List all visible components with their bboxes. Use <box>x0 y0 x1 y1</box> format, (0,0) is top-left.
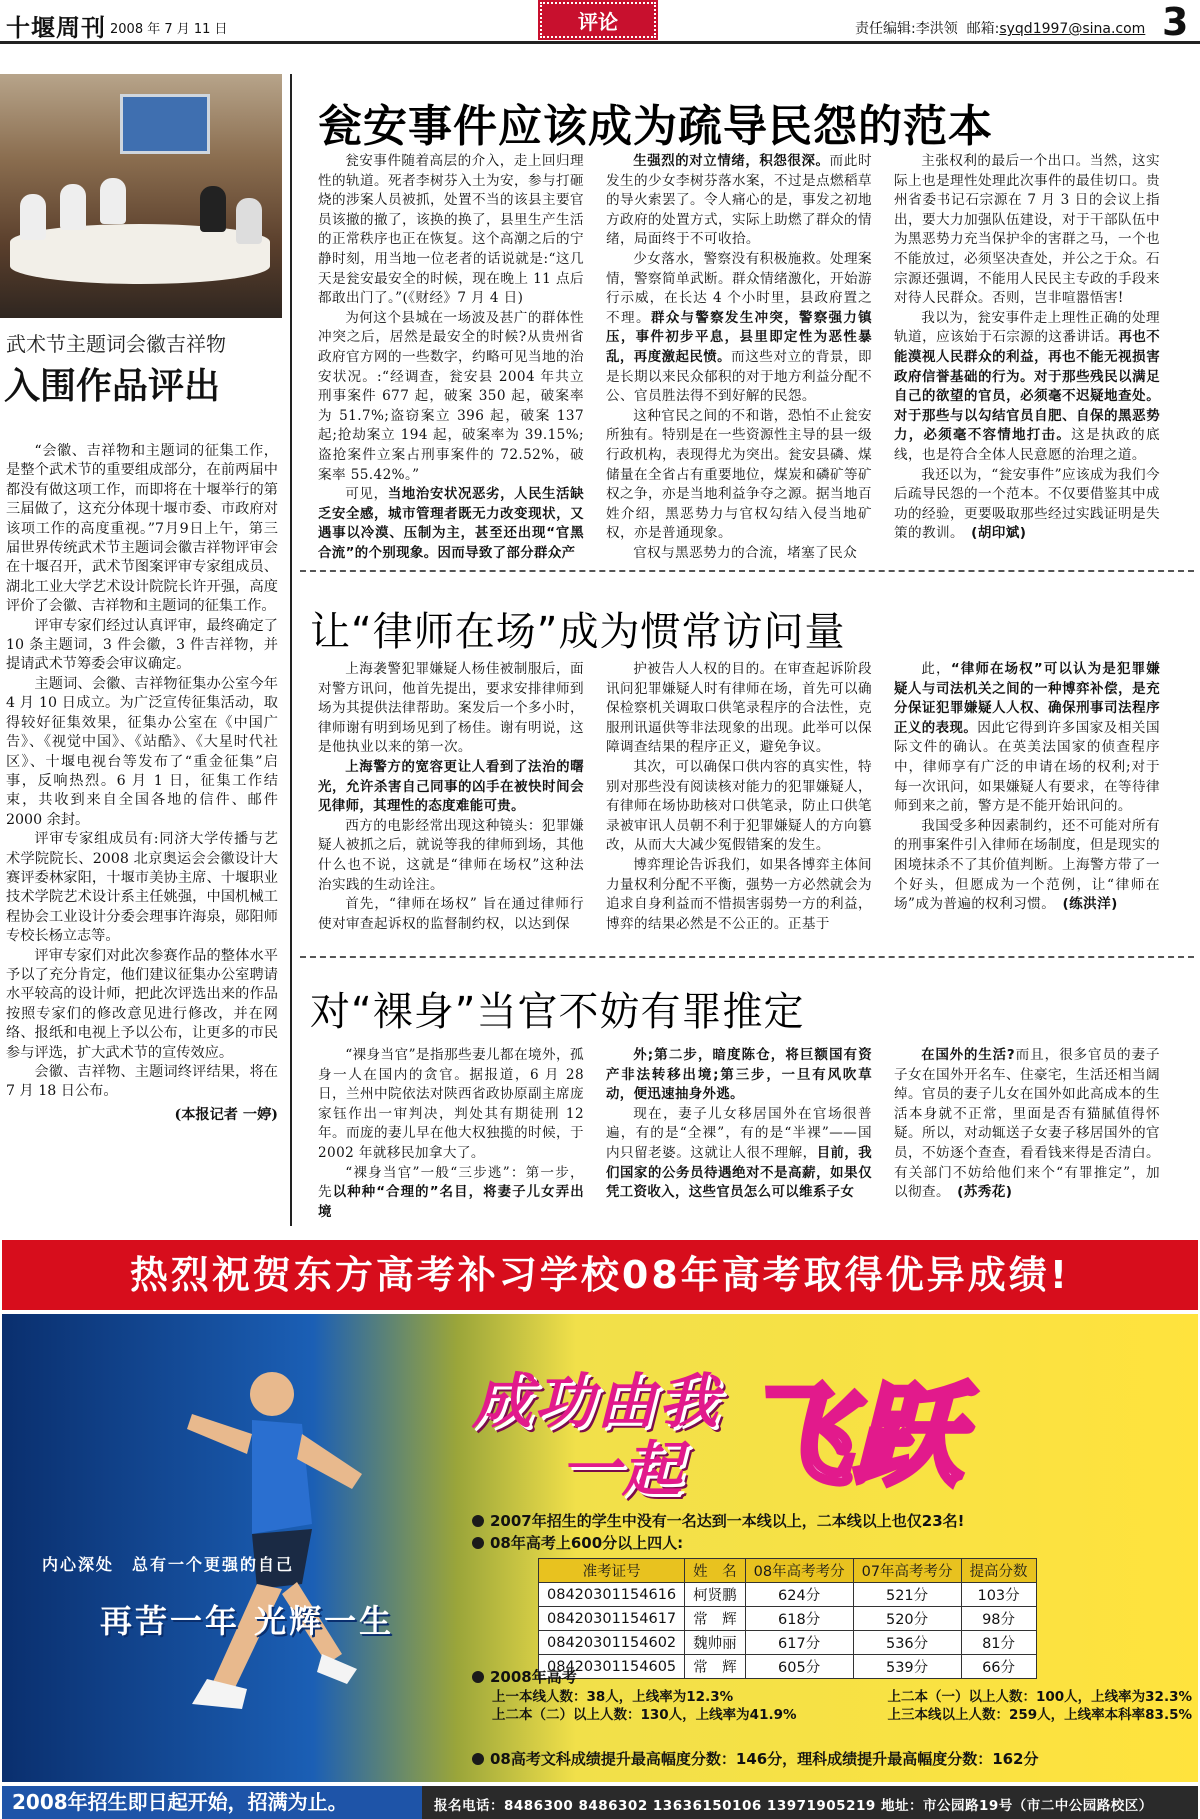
paragraph <box>318 1046 584 1164</box>
paragraph <box>894 817 1160 915</box>
paragraph-text: “裸身当官”是指那些妻儿都在境外，孤身一人在国内的贪官。据报道，6 月 28 日，兰州中院依法对陕西省政协原副主席庞家钰作出一审判决，判处其有期徒刑 12 年。而庞的妻儿早在他大权独揽的时候，于 2002 年就移民加拿大了。 <box>318 1047 584 1161</box>
ad-headline-line2: 一起 <box>560 1435 684 1505</box>
paragraph-text: 我还以为，“瓮安事件”应该成为我们今后疏导民怨的一个范本。不仅要借鉴其中成功的经验，更要吸取那些经过实践证明是失策的教训。 <box>894 466 1160 542</box>
scores-table <box>538 1558 1037 1679</box>
column-header: 07年高考考分 <box>853 1559 961 1583</box>
section-tag: 评论 <box>540 2 656 38</box>
paragraph-text: 护被告人人权的目的。在审查起诉阶段讯问犯罪嫌疑人时有律师在场，首先可以确保检察机关调取口供笔录程序的合法性，克服刑讯逼供等非法现象的出现。此举可以保障调查结果的程序正义，避免争议。 <box>606 661 872 756</box>
paragraph <box>318 817 584 895</box>
byline: (本报记者 一婷) <box>174 1106 278 1123</box>
paragraph-text: 此， <box>921 661 951 677</box>
stat-text: 上二本（二）以上人数：130人，上线率为41.9% <box>492 1707 797 1723</box>
paragraph <box>318 309 584 485</box>
left-headline: 入围作品评出 <box>4 366 221 407</box>
meeting-photo <box>0 74 282 318</box>
paragraph-text: “裸身当官”一般“三步逃”：第一步，先 <box>318 1164 584 1201</box>
paragraph-text: 这是执政的底线，也是符合全体人民意愿的治理之道。 <box>894 427 1160 463</box>
table-row <box>539 1607 1037 1631</box>
attendee-figure <box>200 186 226 232</box>
paragraph <box>606 544 872 564</box>
table-cell: 08420301154617 <box>539 1607 685 1631</box>
bullet-icon <box>472 1671 484 1683</box>
paragraph-text: 瓮安事件随着高层的介入，走上回归理性的轨道。死者李树芬入土为安，参与打砸烧的涉案人员被抓，处置不当的该县主要官员该撤的撤了，该换的换了，县里生产生活的正常秩序也正在恢复。这个高潮之后的宁静时刻，用当地一位老者的话说就是:“这几天是瓮安最安全的时候，现在晚上 11 点后都敢出门了。”(《财经》7 月 4 日) <box>318 153 584 307</box>
paragraph-text: 我以为，瓮安事件走上理性正确的处理轨道，应该始于石宗源的这番讲话。 <box>894 309 1160 346</box>
ad-bottom-text: 08高考文科成绩提升最高幅度分数：146分，理科成绩提升最高幅度分数：162分 <box>490 1750 1039 1768</box>
emphasis-text: 当地治安状况恶劣，人民生活缺乏安全感，城市管理者既无力改变现状，又遇事以冷漠、压制为主，甚至还出现“官黑合流”的个别现象。因而导致了部分群众产 <box>318 487 584 561</box>
byline: (胡印斌) <box>957 525 1027 542</box>
enroll-notice: 2008年招生即日起开始，招满为止。 <box>2 1786 422 1819</box>
ad-headline-line1: 成功由我 <box>472 1367 720 1437</box>
table-row <box>539 1655 1037 1679</box>
paragraph <box>318 1164 584 1223</box>
paper-name: 十堰周刊 <box>6 14 106 42</box>
article3-title: 对“裸身”当官不妨有罪推定 <box>310 989 805 1035</box>
bullet-icon <box>472 1753 484 1765</box>
paragraph <box>606 758 872 856</box>
paragraph-text: 而此时发生的少女李树芬落水案，不过是点燃稻草的导火索罢了。令人痛心的是，事发之初地方政府的处置方式，实际上助燃了群众的情绪，局面终于不可收拾。 <box>606 153 872 248</box>
paragraph <box>318 485 584 563</box>
ad-bottom-line <box>472 1748 1039 1769</box>
article3-body <box>318 1046 1161 1220</box>
attendee-figure <box>60 184 86 230</box>
fact-text: 08年高考上600分以上四人: <box>490 1534 684 1552</box>
paragraph <box>894 660 1160 817</box>
table-cell: 98分 <box>961 1607 1036 1631</box>
left-article-body <box>6 442 278 1125</box>
paragraph-text: 外;第二步，暗度陈仓，将巨额国有资产非法转移出境;第三步，一旦有风吹草动，便迅速抽身外逃。 <box>606 1048 872 1103</box>
table-cell: 柯贤鹏 <box>685 1583 746 1607</box>
fact-line <box>472 1532 964 1554</box>
article-column <box>894 152 1160 556</box>
left-kicker: 武术节主题词会徽吉祥物 <box>6 332 226 356</box>
paragraph <box>606 856 872 934</box>
table-cell: 624分 <box>745 1583 853 1607</box>
swoosh-logo <box>722 1344 1102 1524</box>
ad-footer-strip <box>2 1786 1198 1819</box>
table-cell: 常 辉 <box>685 1607 746 1631</box>
stat-text: 上一本线人数：38人，上线率为12.3% <box>492 1689 734 1705</box>
paragraph-text: 少女落水，警察没有积极施救。处理案情，警察简单武断。群众情绪激化，开始游行示威，在长达 4 个小时里，县政府置之不理。 <box>606 250 872 326</box>
paragraph-text: 上海袭警犯罪嫌疑人杨佳被制服后，面对警方讯问，他首先提出，要求安排律师到场为其提供法律帮助。案发后一个多小时，律师谢有明到场见到了杨佳。谢有明说，这是他执业以来的第一次。 <box>318 661 584 756</box>
school-advertisement <box>2 1314 1198 1782</box>
column-divider <box>290 74 292 1226</box>
column-header: 姓 名 <box>685 1559 746 1583</box>
column-header: 准考证号 <box>539 1559 685 1583</box>
paragraph <box>606 407 872 544</box>
table-cell: 81分 <box>961 1631 1036 1655</box>
left-column <box>0 74 282 1224</box>
emphasis-text: 目前，我们国家的公务员待遇绝对不是高薪，如果仅凭工资收入，这些官员怎么可以维系子女 <box>606 1145 873 1201</box>
paragraph: 会徽、吉祥物、主题词终评结果，将在 7 月 18 日公布。 <box>6 1064 278 1100</box>
emphasis-text: 以种种“合理的”名目，将妻子儿女弄出境 <box>318 1185 584 1220</box>
bullet-icon <box>472 1515 484 1527</box>
paragraph: “会徽、吉祥物和主题词的征集工作，是整个武术节的重要组成部分，在前两届中都没有做这项工作，而即将在十堰举行的第三届做了，这充分体现十堰市委、市政府对该项工作的高度重视。”7月9日上午，第三届世界传统武术节主题词会徽吉祥物评审会在十堰召开，武术节图案评审专家组成员、湖北工业大学艺术设计院院长许开强，高度评价了会徽、吉祥物和主题词的征集工作。 <box>6 443 278 615</box>
table-cell: 08420301154602 <box>539 1631 685 1655</box>
fact-text: 2007年招生的学生中没有一名达到一本线以上，二本线以上也仅23名! <box>490 1512 965 1530</box>
editor-name: 责任编辑:李洪领 <box>855 21 958 37</box>
paragraph-text: 而且，很多官员的妻子子女在国外开名车、住豪宅，生活还相当阔绰。官员的妻子儿女在国外如此高成本的生活本身就不正常，里面是否有猫腻值得怀疑。所以，对动辄送子女妻子移居国外的官员，不妨逐个查查，看看钱来得是否清白。有关部门不妨给他们来个“有罪推定”，加以彻查。 <box>894 1047 1161 1201</box>
paragraph <box>606 152 872 250</box>
article-column <box>894 1046 1160 1214</box>
article1-body <box>318 152 1160 561</box>
bullet-icon <box>472 1537 484 1549</box>
editor-email-link[interactable]: syqd1997@sina.com <box>999 21 1146 37</box>
paragraph <box>318 152 584 309</box>
paragraph <box>894 309 1160 466</box>
fact-line <box>472 1510 964 1532</box>
table-cell: 66分 <box>961 1655 1036 1679</box>
table-cell: 08420301154616 <box>539 1583 685 1607</box>
paragraph <box>318 660 584 758</box>
article-column <box>318 660 584 938</box>
stats-row <box>492 1688 1192 1706</box>
stat-text: 上二本（一）以上人数：100人，上线率为32.3% <box>887 1689 1192 1705</box>
article2-title: 让“律师在场”成为惯常访问量 <box>310 609 846 655</box>
table-header-row <box>539 1559 1037 1583</box>
paragraph: 评审专家们经过认真评审，最终确定了 10 条主题词，3 件会徽，3 件吉祥物，并提请武术节筹委会审议确定。 <box>6 617 278 673</box>
paragraph <box>606 250 872 407</box>
paragraph-text: 官权与黑恶势力的合流，堵塞了民众 <box>633 544 858 561</box>
table-cell: 魏帅丽 <box>685 1631 746 1655</box>
paragraph-text: 为何这个县城在一场波及甚广的群体性冲突之后，居然是最安全的时候?从贵州省政府官方网的一些数字，约略可见当地的治安状况。:“经调查，瓮安县 2004 年共立刑事案件 677 起，破案 350 起，破案率为 51.7%;盗窃案立 396 起，破案 137 起;抢劫案立 194 起，破案率为 39.15%;盗抢案件立案占刑事案件的 72.52%，破案率 55.42%。” <box>318 309 584 483</box>
ad-2008-label: 2008年高考 <box>490 1668 577 1686</box>
article-column <box>606 152 873 561</box>
table-row <box>539 1583 1037 1607</box>
table-cell: 08420301154605 <box>539 1655 685 1679</box>
paragraph-text: 现在，妻子儿女移居国外在官场很普遍，有的是“全裸”，有的是“半裸”——国内只留老婆。这就让人很不理解， <box>606 1105 872 1161</box>
paragraph <box>318 758 584 817</box>
paragraph-text: 上海警方的宽容更让人看到了法治的曙光，允许杀害自己同事的凶手在被快时间会见律师，其理性的态度难能可贵。 <box>318 759 584 815</box>
stat-text: 上三本线以上人数：259人，上线率本科率83.5% <box>887 1707 1192 1723</box>
table-cell: 539分 <box>853 1655 961 1679</box>
table-row <box>539 1631 1037 1655</box>
table-cell: 618分 <box>745 1607 853 1631</box>
ad-facts <box>472 1510 964 1554</box>
paragraph <box>894 152 1160 309</box>
paragraph-text: 可见， <box>345 486 388 503</box>
attendee-figure <box>100 178 126 224</box>
ad-slogan-big: 再苦一年 光辉一生 <box>100 1602 395 1640</box>
byline: (苏秀花) <box>943 1184 1013 1201</box>
paragraph <box>894 1046 1160 1203</box>
paragraph-text: 我国受多种因素制约，还不可能对所有的刑事案件引入律师在场制度，但是现实的困境抹杀不了其价值判断。上海警方带了一个好头，但愿成为一个范例，让“律师在场”成为普遍的权利习惯。 <box>894 817 1160 913</box>
section-divider <box>300 956 1194 958</box>
article-column <box>894 660 1160 938</box>
emphasis-text: 群众与警察发生冲突，警察强力镇压，事件初步平息，县里即定性为恶性暴乱，再度激起民愤。 <box>606 310 873 365</box>
column-header: 提高分数 <box>961 1559 1036 1583</box>
article1-title: 瓮安事件应该成为疏导民怨的范本 <box>318 101 993 152</box>
paragraph <box>894 466 1160 544</box>
emphasis-text: “律师在场权”可以认为是犯罪嫌疑人与司法机关之间的一种博弈补偿，是充分保证犯罪嫌疑人人权、确保刑事司法程序正义的表现。 <box>894 662 1160 736</box>
editor-info <box>855 18 1145 38</box>
paragraph-text: 在国外的生活? <box>921 1048 1016 1063</box>
paragraph: 主题词、会徽、吉祥物征集办公室今年 4 月 10 日成立。为广泛宣传征集活动，取得较好征集效果，征集办公室在《中国广告》、《视觉中国》、《站酷》、《大星时代社区》、十堰电视台等发布了“重金征集”启事，反响热烈。6 月 1 日，征集工作结束，共收到来自全国各地的信件、邮件 2000 余封。 <box>6 675 278 828</box>
stats-row <box>492 1706 1192 1724</box>
byline: (练洪洋) <box>1048 896 1118 913</box>
page-number: 3 <box>1162 0 1189 44</box>
paragraph-text: 其次，可以确保口供内容的真实性，特别对那些没有阅读核对能力的犯罪嫌疑人，有律师在场协助核对口供笔录，防止口供笔录被审讯人员朝不利于犯罪嫌疑人的方向篡改，从而大大减少冤假错案的发生。 <box>606 758 872 854</box>
paragraph-text: 而这些对立的背景，即是长期以来民众郁积的对于地方利益分配不公、官员胜法得不到好解的民怨。 <box>606 348 872 405</box>
issue-date: 2008 年 7 月 11 日 <box>110 22 228 37</box>
table-cell: 常 辉 <box>685 1655 746 1679</box>
conference-table <box>10 224 270 284</box>
column-header: 08年高考考分 <box>745 1559 853 1583</box>
section-divider <box>300 570 1194 572</box>
masthead <box>0 0 1200 44</box>
paragraph-text: 主张权利的最后一个出口。当然，这实际上也是理性处理此次事件的最佳切口。贵州省委书记石宗源在 7 月 3 日的会议上指出，要大力加强队伍建设，对于干部队伍中为黑恶势力充当保护伞的害群之马，一个也不能放过，必须坚决查处，并公之于众。石宗源还强调，不能用人民民主专政的手段来对待人民群众。否则，岂非喧嚣悟害! <box>894 153 1160 307</box>
paragraph-text: 博弈理论告诉我们，如果各博弈主体间力量权利分配不平衡，强势一方必然就会为追求自身利益而不惜损害弱势一方的利益，博弈的结果必然是不公正的。正基于 <box>606 856 872 932</box>
attendee-figure <box>20 194 46 240</box>
paragraph-text: 生强烈的对立情绪，积怨很深。 <box>633 154 830 169</box>
ad-stats <box>492 1688 1192 1724</box>
article-column <box>606 1046 872 1214</box>
ad-slogan-small: 内心深处 总有一个更强的自己 <box>42 1555 295 1574</box>
paragraph <box>606 660 872 758</box>
paragraph-text: 因此它得到许多国家及相关国际文件的确认。在英美法国家的侦查程序中，律师享有广泛的申请在场的权利;对于每一次讯问，如果嫌疑人有要求，在等待律师到来之前，警方是不能开始讯问的。 <box>894 719 1160 815</box>
article-column <box>606 660 872 938</box>
ad-banner: 热烈祝贺东方高考补习学校08年高考取得优异成绩! <box>2 1240 1198 1310</box>
emphasis-text: 再也不能漠视人民群众的利益，再也不能无视损害政府信誉基础的行为。对于那些残民以满足自己的欲望的官员，必须毫不迟疑地查处。对于那些与以勾结官员自肥、自保的黑恶势力，必须毫不容情地打击。 <box>894 330 1160 444</box>
paragraph-text: 西方的电影经常出现这种镜头：犯罪嫌疑人被抓之后，就说等我的律师到场，其他什么也不说，这就是“律师在场权”这种法治实践的生动诠注。 <box>318 817 584 893</box>
paragraph-text: 首先，“律师在场权” 旨在通过律师行使对审查起诉权的监督制约权，以达到保 <box>318 896 584 932</box>
table-cell: 605分 <box>745 1655 853 1679</box>
paragraph: 评审专家们对此次参赛作品的整体水平予以了充分肯定，他们建议征集办公室聘请水平较高的设计师，把此次评选出来的作品按照专家们的修改意见进行修改，并在网络、报纸和电视上予以公布，让更多的市民参与评选，扩大武术节的宣传效应。 <box>6 947 278 1061</box>
projector-screen <box>120 94 210 154</box>
article2-body <box>318 660 1160 938</box>
swoosh-text: 飞跃 <box>742 1372 962 1500</box>
table-cell: 103分 <box>961 1583 1036 1607</box>
table-cell: 536分 <box>853 1631 961 1655</box>
paragraph: 评审专家组成员有:同济大学传播与艺术学院院长、2008 北京奥运会会徽设计大赛评委林家阳，十堰市美协主席、十堰职业技术学院艺术设计系主任姚强，中国机械工程协会工业设计分委会理事许海泉，郧阳师专校长杨立志等。 <box>6 831 278 945</box>
paragraph <box>318 895 584 934</box>
attendee-figure <box>236 198 262 244</box>
ad-2008-title <box>472 1666 577 1687</box>
table-cell: 520分 <box>853 1607 961 1631</box>
paragraph-text: 这种官民之间的不和谐，恐怕不止瓮安所独有。特别是在一些资源性主导的县一级行政机构，表现得尤为突出。瓮安县磷、煤储量在全省占有重要地位，煤炭和磷矿等矿权之争，亦是当地利益争夺之源。据当地百姓介绍，黑恶势力与官权勾结入侵当地矿权，亦是普通现象。 <box>606 407 872 542</box>
table-cell: 617分 <box>745 1631 853 1655</box>
email-label: 邮箱: <box>966 21 1000 37</box>
table-cell: 521分 <box>853 1583 961 1607</box>
article-column <box>318 152 584 561</box>
paragraph <box>606 1105 872 1203</box>
article-column <box>318 1046 584 1220</box>
paragraph <box>606 1046 872 1105</box>
contact-info: 报名电话：8486300 8486302 13636150106 13971905219 地址：市公园路19号（市二中公园路校区） <box>434 1798 1153 1814</box>
